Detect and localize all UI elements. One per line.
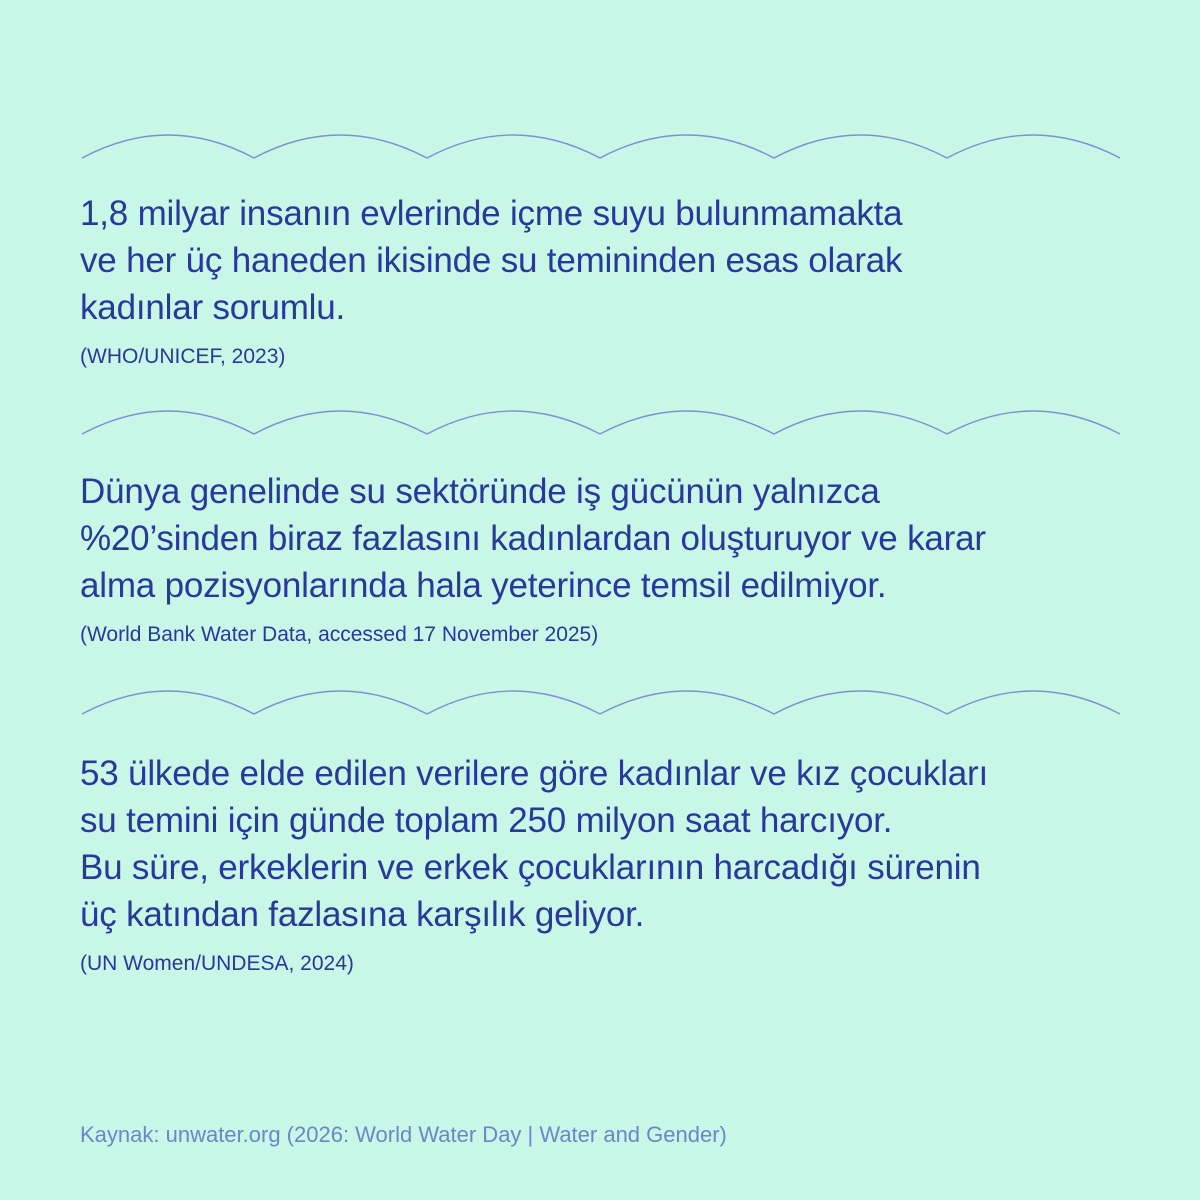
- stat-source: (World Bank Water Data, accessed 17 November 2025): [80, 623, 599, 646]
- stat-text: [80, 750, 1140, 938]
- stat-line: ve her üç haneden ikisinde su temininden esas olarak: [80, 241, 903, 280]
- stat-line: Bu süre, erkeklerin ve erkek çocuklarının harcadığı sürenin: [80, 848, 981, 887]
- stat-line: %20’sinden biraz fazlasını kadınlardan oluşturuyor ve karar: [80, 519, 986, 558]
- wave-divider-icon: [80, 402, 1122, 438]
- stat-text: [80, 468, 1140, 609]
- stat-line: alma pozisyonlarında hala yeterince temsil edilmiyor.: [80, 566, 887, 605]
- stat-line: su temini için günde toplam 250 milyon saat harcıyor.: [80, 801, 893, 840]
- stat-block-1: [80, 190, 1140, 371]
- source-footer: Kaynak: unwater.org (2026: World Water Day | Water and Gender): [80, 1122, 727, 1147]
- stat-line: üç katından fazlasına karşılık geliyor.: [80, 895, 645, 934]
- stat-line: kadınlar sorumlu.: [80, 288, 346, 327]
- stat-line: 1,8 milyar insanın evlerinde içme suyu bulunmamakta: [80, 194, 903, 233]
- stat-block-3: [80, 750, 1140, 978]
- wave-divider-icon: [80, 126, 1122, 162]
- stat-text: [80, 190, 1140, 331]
- wave-divider-icon: [80, 682, 1122, 718]
- stat-source: (WHO/UNICEF, 2023): [80, 345, 286, 368]
- stat-line: 53 ülkede elde edilen verilere göre kadınlar ve kız çocukları: [80, 754, 989, 793]
- stat-source: (UN Women/UNDESA, 2024): [80, 952, 354, 975]
- stat-block-2: [80, 468, 1140, 649]
- stat-line: Dünya genelinde su sektöründe iş gücünün yalnızca: [80, 472, 880, 511]
